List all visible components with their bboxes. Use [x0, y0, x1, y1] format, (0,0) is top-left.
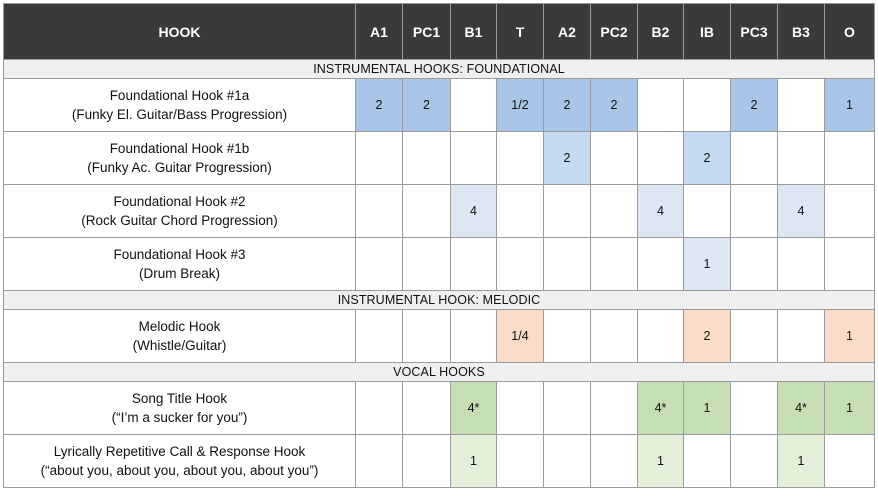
count-cell — [544, 435, 591, 488]
count-cell: 1 — [825, 382, 875, 435]
count-cell — [731, 382, 778, 435]
header-a2: A2 — [544, 4, 591, 60]
header-pc2: PC2 — [591, 4, 638, 60]
count-cell — [451, 238, 497, 291]
count-cell — [591, 382, 638, 435]
count-cell: 2 — [544, 132, 591, 185]
hook-table — [3, 3, 875, 488]
count-cell — [403, 310, 451, 363]
count-cell — [684, 79, 731, 132]
section-row — [4, 60, 875, 79]
section-title: VOCAL HOOKS — [4, 363, 875, 382]
count-cell — [544, 382, 591, 435]
count-cell: 2 — [731, 79, 778, 132]
count-cell — [778, 79, 825, 132]
count-cell — [403, 132, 451, 185]
count-cell — [356, 382, 403, 435]
header-hook: HOOK — [4, 4, 356, 60]
count-cell: 1 — [638, 435, 684, 488]
count-cell — [591, 238, 638, 291]
header-t: T — [497, 4, 544, 60]
count-cell — [591, 185, 638, 238]
count-cell — [684, 435, 731, 488]
count-cell — [544, 310, 591, 363]
hook-row — [4, 79, 875, 132]
count-cell — [638, 310, 684, 363]
count-cell — [591, 310, 638, 363]
header-ib: IB — [684, 4, 731, 60]
count-cell: 1 — [684, 238, 731, 291]
header-row — [4, 4, 875, 60]
hook-name-cell — [4, 435, 356, 488]
count-cell: 4 — [778, 185, 825, 238]
count-cell — [497, 132, 544, 185]
hook-description: (Funky Ac. Guitar Progression) — [87, 160, 272, 175]
count-cell — [356, 185, 403, 238]
count-cell — [778, 310, 825, 363]
count-cell — [451, 132, 497, 185]
count-cell: 1 — [451, 435, 497, 488]
hook-name-cell — [4, 310, 356, 363]
count-cell — [825, 435, 875, 488]
count-cell: 2 — [684, 310, 731, 363]
count-cell — [356, 238, 403, 291]
count-cell — [544, 238, 591, 291]
count-cell — [356, 132, 403, 185]
table-body — [4, 60, 875, 488]
count-cell — [638, 238, 684, 291]
hook-name: Melodic Hook — [138, 319, 221, 334]
count-cell — [778, 238, 825, 291]
hook-description: (Drum Break) — [138, 266, 220, 281]
count-cell — [731, 435, 778, 488]
hook-row — [4, 435, 875, 488]
count-cell — [451, 79, 497, 132]
header-pc1: PC1 — [403, 4, 451, 60]
hook-row — [4, 310, 875, 363]
hook-name-cell — [4, 238, 356, 291]
hook-description: (Whistle/Guitar) — [132, 338, 227, 353]
count-cell: 1 — [684, 382, 731, 435]
count-cell: 1 — [825, 310, 875, 363]
hook-name: Foundational Hook #3 — [113, 247, 246, 262]
hook-name-cell — [4, 185, 356, 238]
count-cell: 4 — [638, 185, 684, 238]
hook-name: Lyrically Repetitive Call & Response Hook — [53, 444, 306, 459]
count-cell — [497, 435, 544, 488]
hook-row — [4, 185, 875, 238]
count-cell: 1/4 — [497, 310, 544, 363]
section-row — [4, 363, 875, 382]
hook-description: (Funky El. Guitar/Bass Progression) — [71, 107, 288, 122]
count-cell: 2 — [684, 132, 731, 185]
count-cell — [403, 382, 451, 435]
count-cell: 2 — [591, 79, 638, 132]
header-pc3: PC3 — [731, 4, 778, 60]
hook-description: (“about you, about you, about you, about you”) — [40, 463, 319, 478]
count-cell — [731, 185, 778, 238]
count-cell — [684, 185, 731, 238]
hook-name: Foundational Hook #2 — [113, 194, 246, 209]
header-b3: B3 — [778, 4, 825, 60]
hook-name-cell — [4, 79, 356, 132]
count-cell — [825, 185, 875, 238]
count-cell: 4* — [638, 382, 684, 435]
count-cell — [497, 185, 544, 238]
count-cell — [731, 310, 778, 363]
hook-name-cell — [4, 132, 356, 185]
hook-row — [4, 132, 875, 185]
hook-name-cell — [4, 382, 356, 435]
count-cell: 4* — [778, 382, 825, 435]
header-b1: B1 — [451, 4, 497, 60]
section-title: INSTRUMENTAL HOOK: MELODIC — [4, 291, 875, 310]
count-cell — [451, 310, 497, 363]
count-cell: 4 — [451, 185, 497, 238]
count-cell — [731, 238, 778, 291]
hook-description: (“I’m a sucker for you”) — [111, 410, 248, 425]
hook-name: Foundational Hook #1a — [109, 88, 250, 103]
hook-row — [4, 238, 875, 291]
count-cell — [825, 238, 875, 291]
count-cell: 4* — [451, 382, 497, 435]
count-cell: 1 — [778, 435, 825, 488]
hook-row — [4, 382, 875, 435]
header-a1: A1 — [356, 4, 403, 60]
count-cell: 2 — [544, 79, 591, 132]
section-row — [4, 291, 875, 310]
count-cell: 2 — [403, 79, 451, 132]
hook-name: Foundational Hook #1b — [109, 141, 250, 156]
header-b2: B2 — [638, 4, 684, 60]
section-title: INSTRUMENTAL HOOKS: FOUNDATIONAL — [4, 60, 875, 79]
count-cell — [591, 435, 638, 488]
count-cell — [356, 310, 403, 363]
count-cell: 2 — [356, 79, 403, 132]
count-cell — [497, 238, 544, 291]
header-o: O — [825, 4, 875, 60]
count-cell: 1 — [825, 79, 875, 132]
count-cell — [403, 435, 451, 488]
count-cell — [403, 185, 451, 238]
count-cell — [544, 185, 591, 238]
count-cell — [356, 435, 403, 488]
hook-description: (Rock Guitar Chord Progression) — [81, 213, 278, 228]
count-cell — [591, 132, 638, 185]
hook-name: Song Title Hook — [131, 391, 228, 406]
count-cell — [778, 132, 825, 185]
count-cell — [638, 132, 684, 185]
count-cell — [403, 238, 451, 291]
count-cell — [825, 132, 875, 185]
count-cell — [638, 79, 684, 132]
count-cell — [497, 382, 544, 435]
count-cell: 1/2 — [497, 79, 544, 132]
count-cell — [731, 132, 778, 185]
